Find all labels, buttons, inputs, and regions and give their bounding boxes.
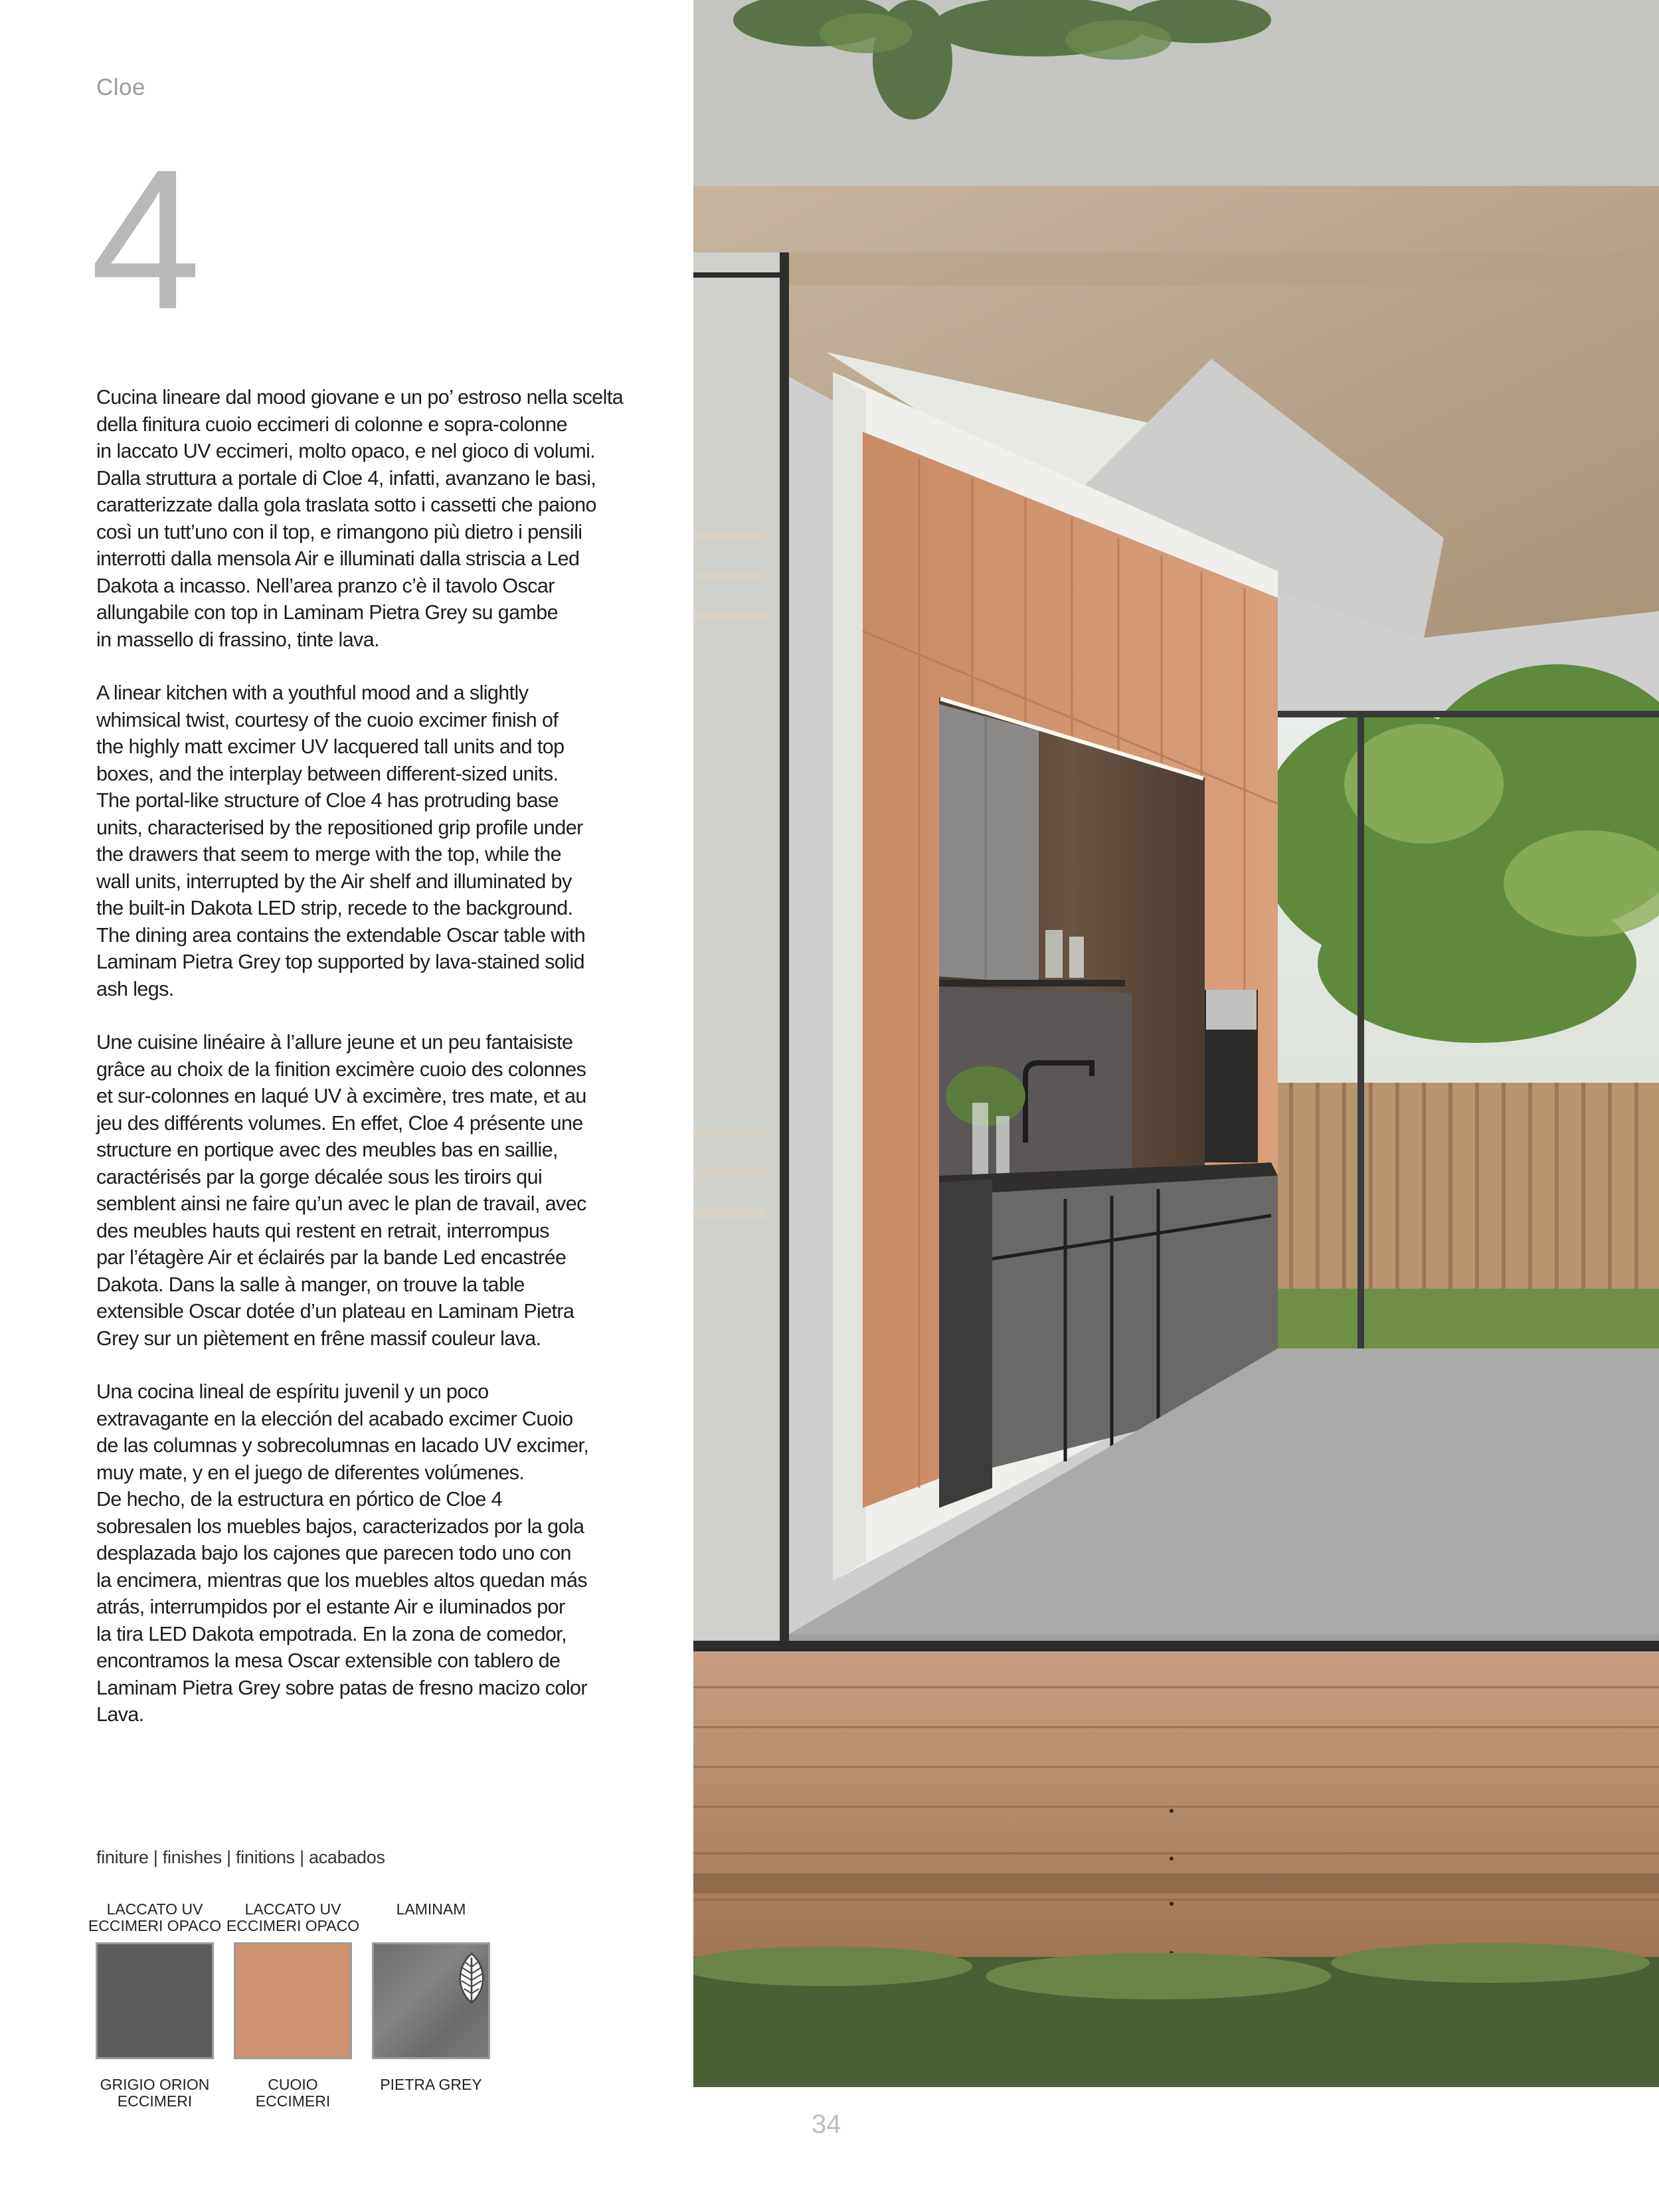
- swatch-bottom-label: CUOIO ECCIMERI: [255, 2076, 331, 2110]
- brand-name: Cloe: [96, 74, 145, 100]
- finish-swatch-pietra-grey: [361, 1901, 501, 2093]
- kitchen-photo-illustration: [693, 0, 1659, 2087]
- swatch-chip-grigio-orion: [96, 1942, 214, 2059]
- swatch-chip-pietra-grey: [372, 1942, 490, 2059]
- finishes-label: finiture | finishes | finitions | acabados: [96, 1847, 385, 1867]
- paragraph-french: Une cuisine linéaire à l’allure jeune et un peu fantaisiste grâce au choix de la finition excimère cuoio des colonnes et sur-colonnes en laqué UV à excimère, tres mate, et au jeu des différents volumes. En effet, Cloe 4 présente une structure en portique avec des meubles bas en saillie, caractérisés par la gorge décalée sous les tiroirs qui semblent ainsi ne faire qu’un avec le plan de travail, avec des meubles hauts qui restent en retrait, interrompus par l’étagère Air et éclairés par la bande Led encastrée Dakota. Dans la salle à manger, on trouve la table extensible Oscar dotée d’un plateau en Laminam Pietra Grey sur un piètement en frêne massif couleur lava.: [96, 1031, 586, 1350]
- page-number: 34: [812, 2110, 841, 2139]
- swatch-bottom-label: GRIGIO ORION ECCIMERI: [100, 2076, 210, 2110]
- paragraph-english: A linear kitchen with a youthful mood and a slightly whimsical twist, courtesy of the cuoio excimer finish of the highly matt excimer UV lacquered tall units and top boxes, and the interplay between different-sized units. The portal-like structure of Cloe 4 has protruding base units, characterised by the repositioned grip profile under the drawers that seem to merge with the top, while the wall units, interrupted by the Air shelf and illuminated by the built-in Dakota LED strip, recede to the background. The dining area contains the extendable Oscar table with Laminam Pietra Grey top supported by lava-stained solid ash legs.: [96, 682, 586, 1000]
- paragraph-spanish: Una cocina lineal de espíritu juvenil y un poco extravagante en la elección del acabado excimer Cuoio de las columnas y sobrecolumnas en lacado UV excimer, muy mate, y en el juego de diferentes volúmenes. De hecho, de la estructura en pórtico de Cloe 4 sobresalen los muebles bajos, caracterizados por la gola desplazada bajo los cajones que parecen todo uno con la encimera, mientras que los muebles altos quedan más atrás, interrumpidos por el estante Air e iluminados por la tira LED Dakota empotrada. En la zona de comedor, encontramos la mesa Oscar extensible con tablero de Laminam Pietra Grey sobre patas de fresno macizo color Lava.: [96, 1380, 589, 1726]
- swatch-top-label: LACCATO UV ECCIMERI OPACO: [226, 1900, 360, 1934]
- swatch-top-label: LACCATO UV ECCIMERI OPACO: [88, 1900, 222, 1934]
- kitchen-photo: [693, 0, 1659, 2087]
- swatch-chip-cuoio: [234, 1942, 352, 2059]
- finish-swatch-cuoio: [223, 1901, 363, 2110]
- finish-swatch-grigio: [85, 1901, 224, 2110]
- swatch-bottom-label: PIETRA GREY: [380, 2076, 482, 2093]
- description-column: [96, 384, 648, 1755]
- swatch-top-label: LAMINAM: [396, 1900, 466, 1918]
- leaf-icon: [451, 1951, 492, 2005]
- model-number: 4: [90, 128, 201, 351]
- paragraph-italian: Cucina lineare dal mood giovane e un po’ estroso nella scelta della finitura cuoio eccimeri di colonne e sopra-colonne in laccato UV eccimeri, molto opaco, e nel gioco di volumi. Dalla struttura a portale di Cloe 4, infatti, avanzano le basi, caratterizzate dalla gola traslata sotto i cassetti che paiono così un tutt’uno con il top, e rimangono più dietro i pensili interrotti dalla mensola Air e illuminati dalla striscia a Led Dakota a incasso. Nell’area pranzo c’è il tavolo Oscar allungabile con top in Laminam Pietra Grey su gambe in massello di frassino, tinte lava.: [96, 386, 624, 651]
